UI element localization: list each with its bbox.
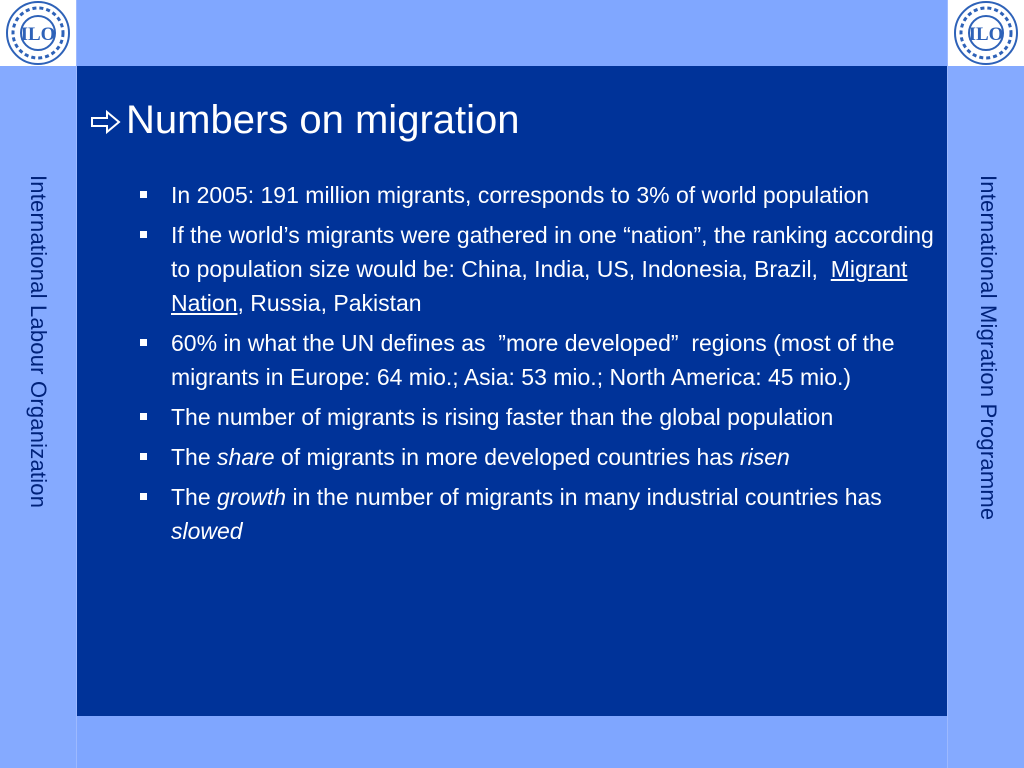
bullet-item (140, 400, 940, 434)
bullet-item (140, 326, 940, 394)
side-label-left: International Labour Organization (26, 175, 51, 509)
emphasis-share: share (217, 444, 275, 470)
slide-title-text: Numbers on migration (126, 98, 520, 142)
ilo-emblem-text: ILO (968, 24, 1004, 45)
bullet-text: The (171, 444, 218, 470)
square-bullet-icon (140, 191, 147, 198)
ilo-emblem-icon (0, 0, 76, 66)
slide-title (90, 96, 520, 144)
bullet-text: In 2005: 191 million migrants, corresponds to 3% of world population (171, 182, 870, 208)
side-label-right: International Migration Programme (976, 175, 1001, 521)
emphasis-risen: risen (739, 444, 790, 470)
bullet-item (140, 178, 940, 212)
bullet-item (140, 480, 940, 548)
bullet-text: 60% in what the UN defines as ”more developed” regions (most of the migrants in Europe: 64 mio.; Asia: 53 mio.; North America: 45 mio.) (171, 330, 901, 390)
square-bullet-icon (140, 493, 147, 500)
arrow-right-icon (90, 96, 126, 144)
emphasis-growth: growth (217, 484, 287, 510)
square-bullet-icon (140, 453, 147, 460)
top-band (0, 0, 1024, 66)
bullet-list (140, 178, 940, 554)
bullet-text: in the number of migrants in many industrial countries has (286, 484, 889, 510)
ilo-logo-left (0, 0, 76, 66)
bullet-text: If the world’s migrants were gathered in one “nation”, the ranking according to population size would be: China, India, US, Indonesia, Brazil, (171, 222, 941, 282)
bullet-text: , Russia, Pakistan (237, 290, 422, 316)
ilo-emblem-icon (948, 0, 1024, 66)
bullet-item (140, 440, 940, 474)
bullet-item (140, 218, 940, 320)
ilo-emblem-text: ILO (20, 24, 56, 45)
square-bullet-icon (140, 231, 147, 238)
ilo-logo-right (948, 0, 1024, 66)
bullet-text: The (171, 484, 218, 510)
square-bullet-icon (140, 413, 147, 420)
migrant-nation-link[interactable]: Migrant Nation (171, 256, 908, 316)
bullet-text: The number of migrants is rising faster than the global population (171, 404, 834, 430)
bullet-text: of migrants in more developed countries has (274, 444, 740, 470)
emphasis-slowed: slowed (171, 518, 243, 544)
square-bullet-icon (140, 339, 147, 346)
